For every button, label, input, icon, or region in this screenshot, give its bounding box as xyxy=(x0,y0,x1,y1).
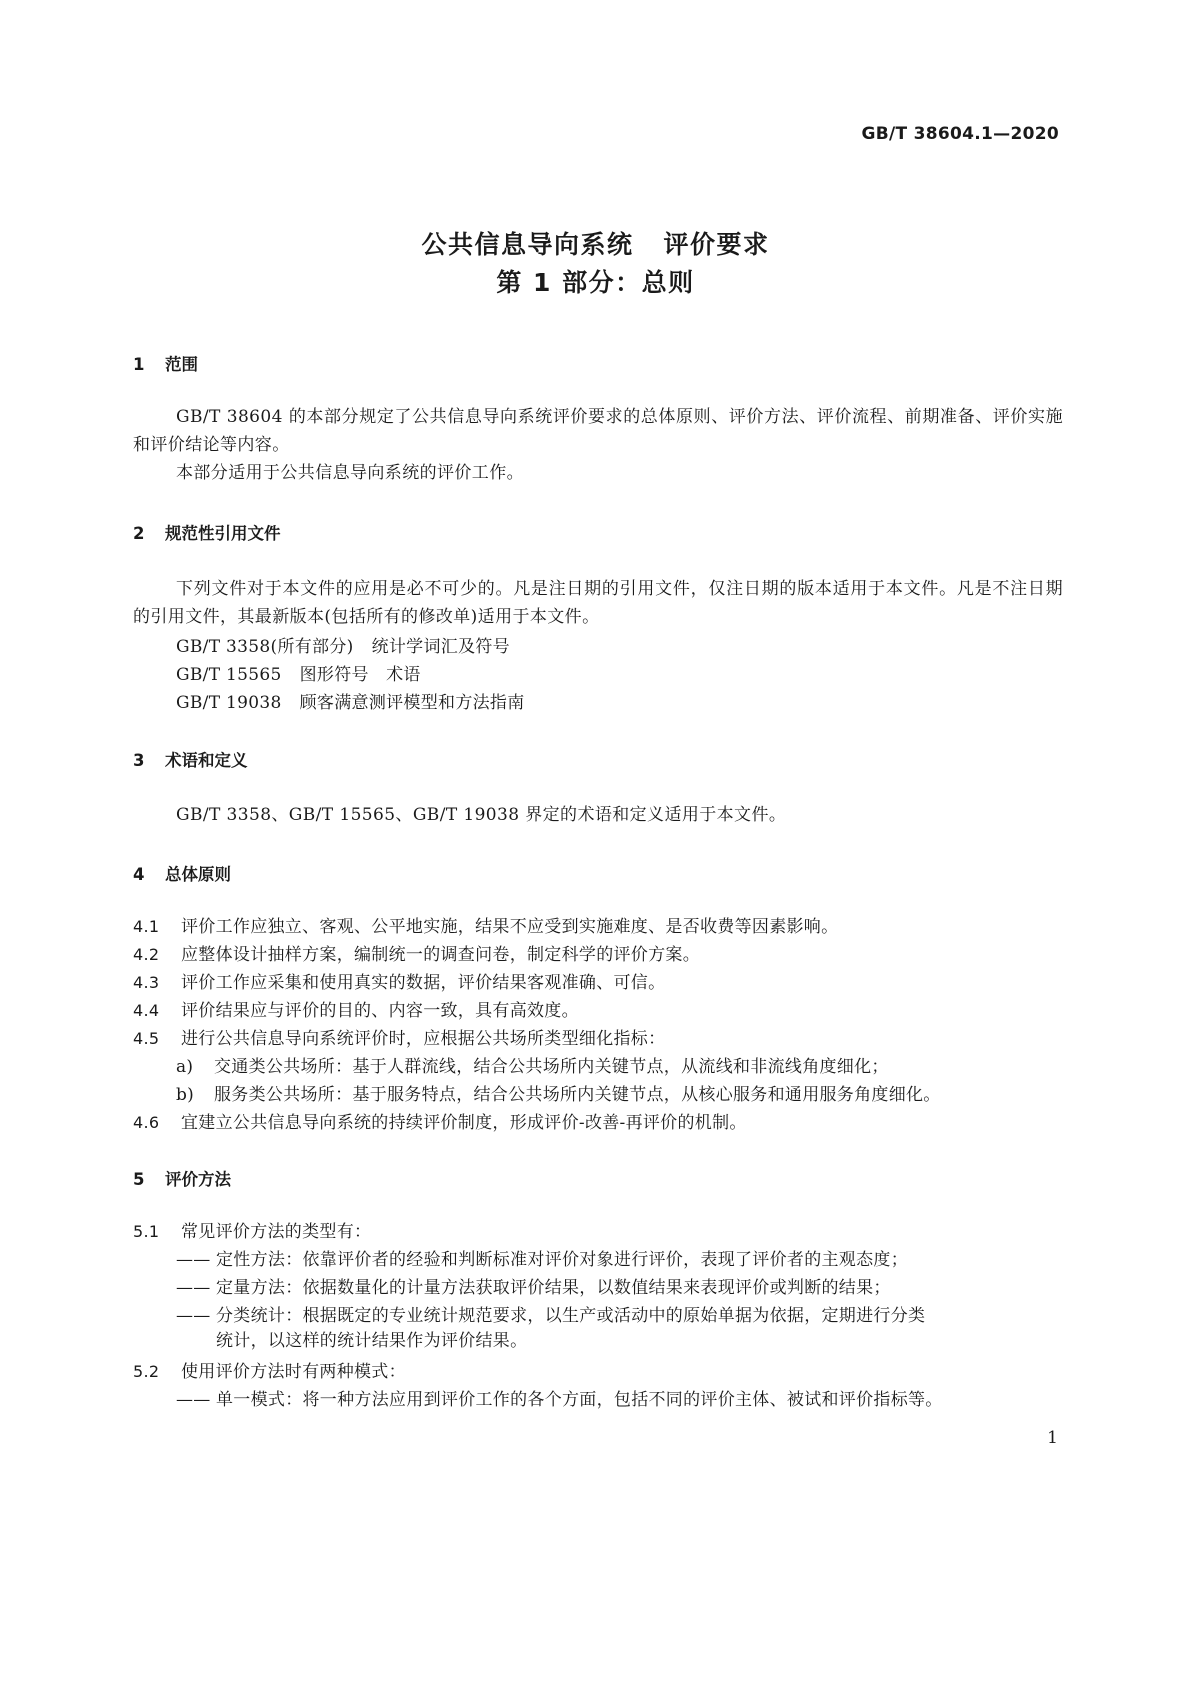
section-heading-5 xyxy=(133,1166,231,1190)
section-number: 2 xyxy=(133,524,145,543)
dash-item-continuation: 统计，以这样的统计结果作为评价结果。 xyxy=(216,1331,528,1351)
reference-entry xyxy=(176,632,510,657)
section-number: 4 xyxy=(133,865,145,884)
dash-marker: —— xyxy=(176,1250,211,1270)
standard-code: GB/T 38604.1—2020 xyxy=(861,124,1059,144)
reference-title: 顾客满意测评模型和方法指南 xyxy=(299,693,525,713)
clause xyxy=(133,1108,747,1133)
clause-text: 进行公共信息导向系统评价时，应根据公共场所类型细化指标： xyxy=(181,1029,666,1049)
list-item-text: 交通类公共场所：基于人群流线，结合公共场所内关键节点，从流线和非流线角度细化； xyxy=(214,1057,889,1077)
dash-marker: —— xyxy=(176,1390,211,1410)
title-main xyxy=(0,226,1191,264)
clause-text: 使用评价方法时有两种模式： xyxy=(181,1362,406,1382)
dash-item xyxy=(176,1385,1063,1410)
dash-item-text: 分类统计：根据既定的专业统计规范要求，以生产或活动中的原始单据为依据，定期进行分类 xyxy=(216,1306,926,1326)
clause xyxy=(133,1217,371,1242)
clause-number: 4.6 xyxy=(133,1113,160,1132)
page-number: 1 xyxy=(1047,1428,1058,1448)
clause-number: 5.2 xyxy=(133,1362,160,1381)
clause-text: 评价工作应采集和使用真实的数据，评价结果客观准确、可信。 xyxy=(181,973,666,993)
list-item-text: 服务类公共场所：基于服务特点，结合公共场所内关键节点，从核心服务和通用服务角度细化。 xyxy=(214,1085,941,1105)
paragraph: GB/T 38604 的本部分规定了公共信息导向系统评价要求的总体原则、评价方法、评价流程、前期准备、评价实施和评价结论等内容。 xyxy=(133,407,1063,455)
clause-number: 4.2 xyxy=(133,945,160,964)
dash-marker: —— xyxy=(176,1278,211,1298)
reference-code: GB/T 19038 xyxy=(176,693,282,713)
section-title: 规范性引用文件 xyxy=(165,524,281,543)
section-title: 总体原则 xyxy=(165,865,231,884)
section-heading-4 xyxy=(133,861,231,885)
paragraph: 本部分适用于公共信息导向系统的评价工作。 xyxy=(176,463,524,483)
list-item xyxy=(176,1052,889,1077)
dash-item-text: 单一模式：将一种方法应用到评价工作的各个方面，包括不同的评价主体、被试和评价指标等。 xyxy=(216,1390,943,1410)
dash-item-text: 定量方法：依据数量化的计量方法获取评价结果，以数值结果来表现评价或判断的结果； xyxy=(216,1278,891,1298)
reference-entry xyxy=(176,688,525,713)
dash-item xyxy=(176,1273,1063,1298)
clause-number: 4.3 xyxy=(133,973,160,992)
reference-title: 统计学词汇及符号 xyxy=(371,637,510,657)
section-number: 5 xyxy=(133,1170,145,1189)
dash-marker: —— xyxy=(176,1306,211,1326)
clause-text: 应整体设计抽样方案，编制统一的调查问卷，制定科学的评价方案。 xyxy=(181,945,700,965)
clause xyxy=(133,940,700,965)
clause xyxy=(133,1357,406,1382)
dash-item xyxy=(176,1245,1063,1270)
section-title: 范围 xyxy=(165,355,198,374)
title-main-left: 公共信息导向系统 xyxy=(421,230,634,259)
title-main-right: 评价要求 xyxy=(663,230,770,259)
clause-number: 5.1 xyxy=(133,1222,160,1241)
clause xyxy=(133,912,838,937)
section-heading-1 xyxy=(133,351,198,375)
reference-title: 图形符号 术语 xyxy=(299,665,421,685)
list-item xyxy=(176,1080,941,1105)
dash-item-text: 定性方法：依靠评价者的经验和判断标准对评价对象进行评价，表现了评价者的主观态度； xyxy=(216,1250,908,1270)
section-number: 3 xyxy=(133,751,145,770)
paragraph: GB/T 3358、GB/T 15565、GB/T 19038 界定的术语和定义适用于本文件。 xyxy=(176,805,787,825)
reference-code: GB/T 3358(所有部分) xyxy=(176,637,354,657)
section-number: 1 xyxy=(133,355,145,374)
clause-number: 4.4 xyxy=(133,1001,160,1020)
list-marker: a) xyxy=(176,1057,194,1077)
title-sub: 第 1 部分：总则 xyxy=(496,268,695,297)
section-title: 评价方法 xyxy=(165,1170,231,1189)
clause-number: 4.5 xyxy=(133,1029,160,1048)
clause xyxy=(133,968,665,993)
section-heading-2 xyxy=(133,520,281,544)
document-title xyxy=(0,226,1191,302)
clause xyxy=(133,1024,665,1049)
clause-text: 评价工作应独立、客观、公平地实施，结果不应受到实施难度、是否收费等因素影响。 xyxy=(181,917,839,937)
section-title: 术语和定义 xyxy=(165,751,248,770)
section-heading-3 xyxy=(133,747,248,771)
dash-item xyxy=(176,1301,1063,1351)
list-marker: b) xyxy=(176,1085,195,1105)
clause xyxy=(133,996,579,1021)
paragraph: 下列文件对于本文件的应用是必不可少的。凡是注日期的引用文件，仅注日期的版本适用于本文件。凡是不注日期的引用文件，其最新版本(包括所有的修改单)适用于本文件。 xyxy=(133,579,1063,627)
clause-text: 常见评价方法的类型有： xyxy=(181,1222,372,1242)
clause-text: 评价结果应与评价的目的、内容一致，具有高效度。 xyxy=(181,1001,579,1021)
clause-number: 4.1 xyxy=(133,917,160,936)
clause-text: 宜建立公共信息导向系统的持续评价制度，形成评价-改善-再评价的机制。 xyxy=(181,1113,747,1133)
reference-entry xyxy=(176,660,421,685)
reference-code: GB/T 15565 xyxy=(176,665,282,685)
